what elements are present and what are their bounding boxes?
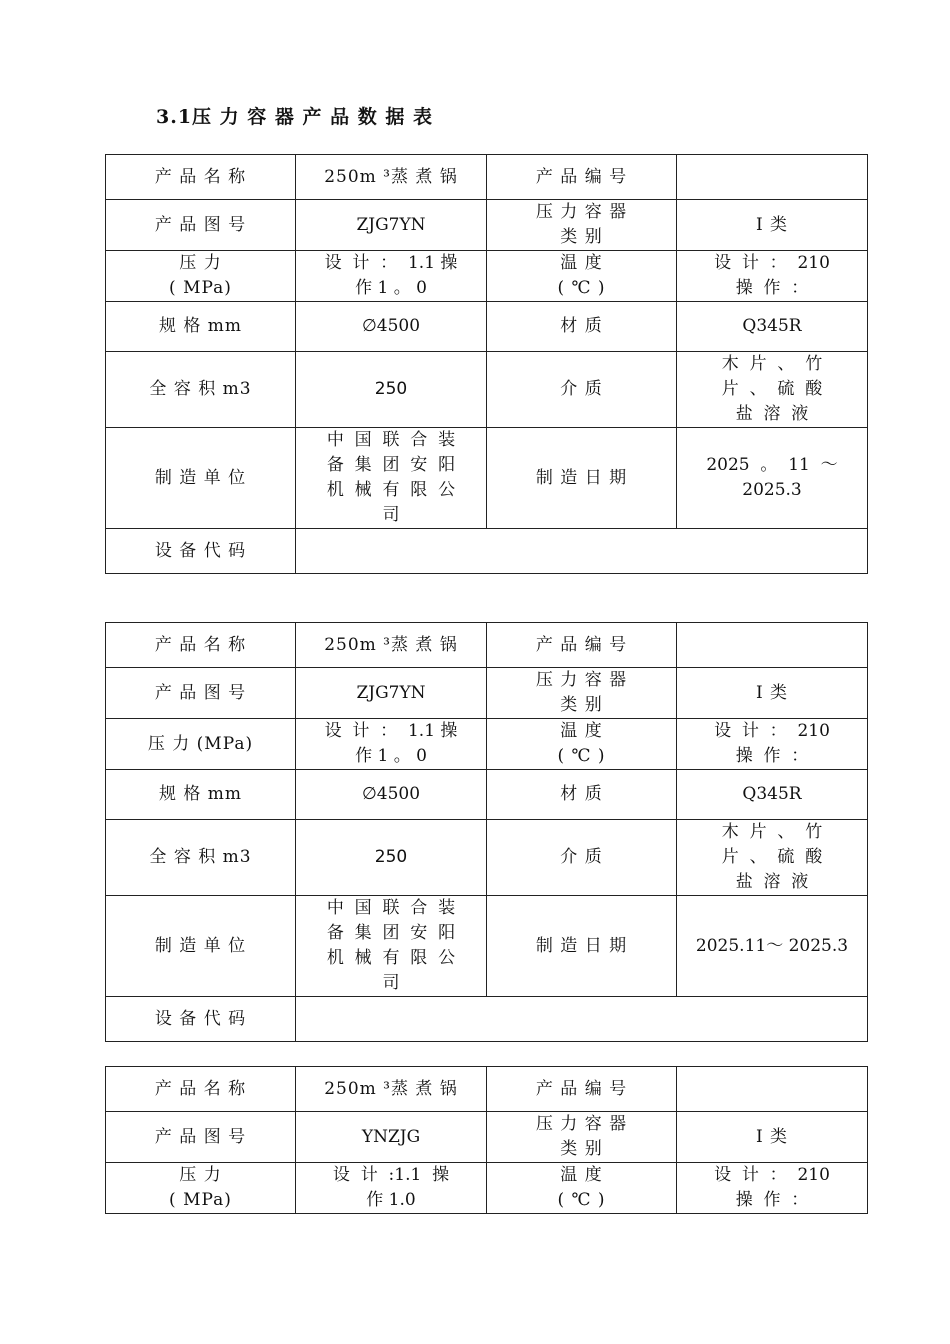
table-row [106, 668, 868, 719]
pressure-label: 压 力 ( MPa) [106, 251, 296, 302]
table-row [106, 623, 868, 668]
material-label: 材 质 [487, 770, 677, 820]
table-row [106, 1163, 868, 1214]
material-value: Q345R [677, 770, 868, 820]
date-label: 制 造 日 期 [487, 896, 677, 997]
medium-value: 木 片 、 竹 片 、 硫 酸 盐 溶 液 [677, 352, 868, 428]
table-row [106, 896, 868, 997]
volume-label: 全 容 积 m3 [106, 352, 296, 428]
manufacturer-value: 中 国 联 合 装 备 集 团 安 阳 机 械 有 限 公 司 [296, 896, 487, 997]
material-value: Q345R [677, 302, 868, 352]
spec-value: ∅4500 [296, 302, 487, 352]
temperature-value: 设 计 ： 210 操 作 ： [677, 719, 868, 770]
product-name-label: 产 品 名 称 [106, 155, 296, 200]
table-row [106, 529, 868, 574]
product-name-label: 产 品 名 称 [106, 1067, 296, 1112]
vessel-class-value: I 类 [677, 200, 868, 251]
equipment-code-value [296, 997, 868, 1042]
product-no-value [677, 155, 868, 200]
date-value: 2025.11～ 2025.3 [677, 896, 868, 997]
product-no-value [677, 623, 868, 668]
equipment-code-label: 设 备 代 码 [106, 529, 296, 574]
data-table-2 [105, 622, 868, 1042]
material-label: 材 质 [487, 302, 677, 352]
medium-label: 介 质 [487, 820, 677, 896]
table-row [106, 200, 868, 251]
drawing-no-value: ZJG7YN [296, 200, 487, 251]
table-row [106, 770, 868, 820]
table-row [106, 251, 868, 302]
product-name-value: 250m ³蒸 煮 锅 [296, 623, 487, 668]
spec-label: 规 格 mm [106, 770, 296, 820]
table-row [106, 997, 868, 1042]
vessel-class-label: 压 力 容 器 类 别 [487, 1112, 677, 1163]
data-table-3 [105, 1066, 868, 1214]
table-row [106, 820, 868, 896]
table-row [106, 302, 868, 352]
manufacturer-label: 制 造 单 位 [106, 896, 296, 997]
table-row [106, 719, 868, 770]
vessel-class-value: I 类 [677, 668, 868, 719]
pressure-label: 压 力 (MPa) [106, 719, 296, 770]
drawing-no-value: YNZJG [296, 1112, 487, 1163]
vessel-class-label: 压 力 容 器 类 别 [487, 200, 677, 251]
pressure-value: 设 计 :1.1 操 作 1.0 [296, 1163, 487, 1214]
volume-value: 250 [296, 820, 487, 896]
temperature-label: 温 度 ( ℃ ) [487, 719, 677, 770]
table-row [106, 428, 868, 529]
date-label: 制 造 日 期 [487, 428, 677, 529]
temperature-value: 设 计 ： 210 操 作 ： [677, 251, 868, 302]
product-no-label: 产 品 编 号 [487, 1067, 677, 1112]
volume-label: 全 容 积 m3 [106, 820, 296, 896]
volume-value: 250 [296, 352, 487, 428]
product-no-value [677, 1067, 868, 1112]
manufacturer-value: 中 国 联 合 装 备 集 团 安 阳 机 械 有 限 公 司 [296, 428, 487, 529]
product-no-label: 产 品 编 号 [487, 623, 677, 668]
vessel-class-value: I 类 [677, 1112, 868, 1163]
drawing-no-value: ZJG7YN [296, 668, 487, 719]
drawing-no-label: 产 品 图 号 [106, 200, 296, 251]
date-value: 2025 。 11 ～ 2025.3 [677, 428, 868, 529]
product-no-label: 产 品 编 号 [487, 155, 677, 200]
product-name-value: 250m ³蒸 煮 锅 [296, 1067, 487, 1112]
product-name-value: 250m ³蒸 煮 锅 [296, 155, 487, 200]
table-row [106, 155, 868, 200]
table-row [106, 1067, 868, 1112]
temperature-label: 温 度 ( ℃ ) [487, 251, 677, 302]
page-title: 3.1压 力 容 器 产 品 数 据 表 [156, 106, 433, 128]
pressure-value: 设 计 ： 1.1 操 作 1 。 0 [296, 251, 487, 302]
pressure-value: 设 计 ： 1.1 操 作 1 。 0 [296, 719, 487, 770]
spec-label: 规 格 mm [106, 302, 296, 352]
medium-label: 介 质 [487, 352, 677, 428]
product-name-label: 产 品 名 称 [106, 623, 296, 668]
drawing-no-label: 产 品 图 号 [106, 668, 296, 719]
table-row [106, 1112, 868, 1163]
temperature-label: 温 度 ( ℃ ) [487, 1163, 677, 1214]
drawing-no-label: 产 品 图 号 [106, 1112, 296, 1163]
medium-value: 木 片 、 竹 片 、 硫 酸 盐 溶 液 [677, 820, 868, 896]
temperature-value: 设 计 ： 210 操 作 ： [677, 1163, 868, 1214]
equipment-code-label: 设 备 代 码 [106, 997, 296, 1042]
table-row [106, 352, 868, 428]
vessel-class-label: 压 力 容 器 类 别 [487, 668, 677, 719]
data-table-1 [105, 154, 868, 574]
equipment-code-value [296, 529, 868, 574]
spec-value: ∅4500 [296, 770, 487, 820]
manufacturer-label: 制 造 单 位 [106, 428, 296, 529]
pressure-label: 压 力 ( MPa) [106, 1163, 296, 1214]
